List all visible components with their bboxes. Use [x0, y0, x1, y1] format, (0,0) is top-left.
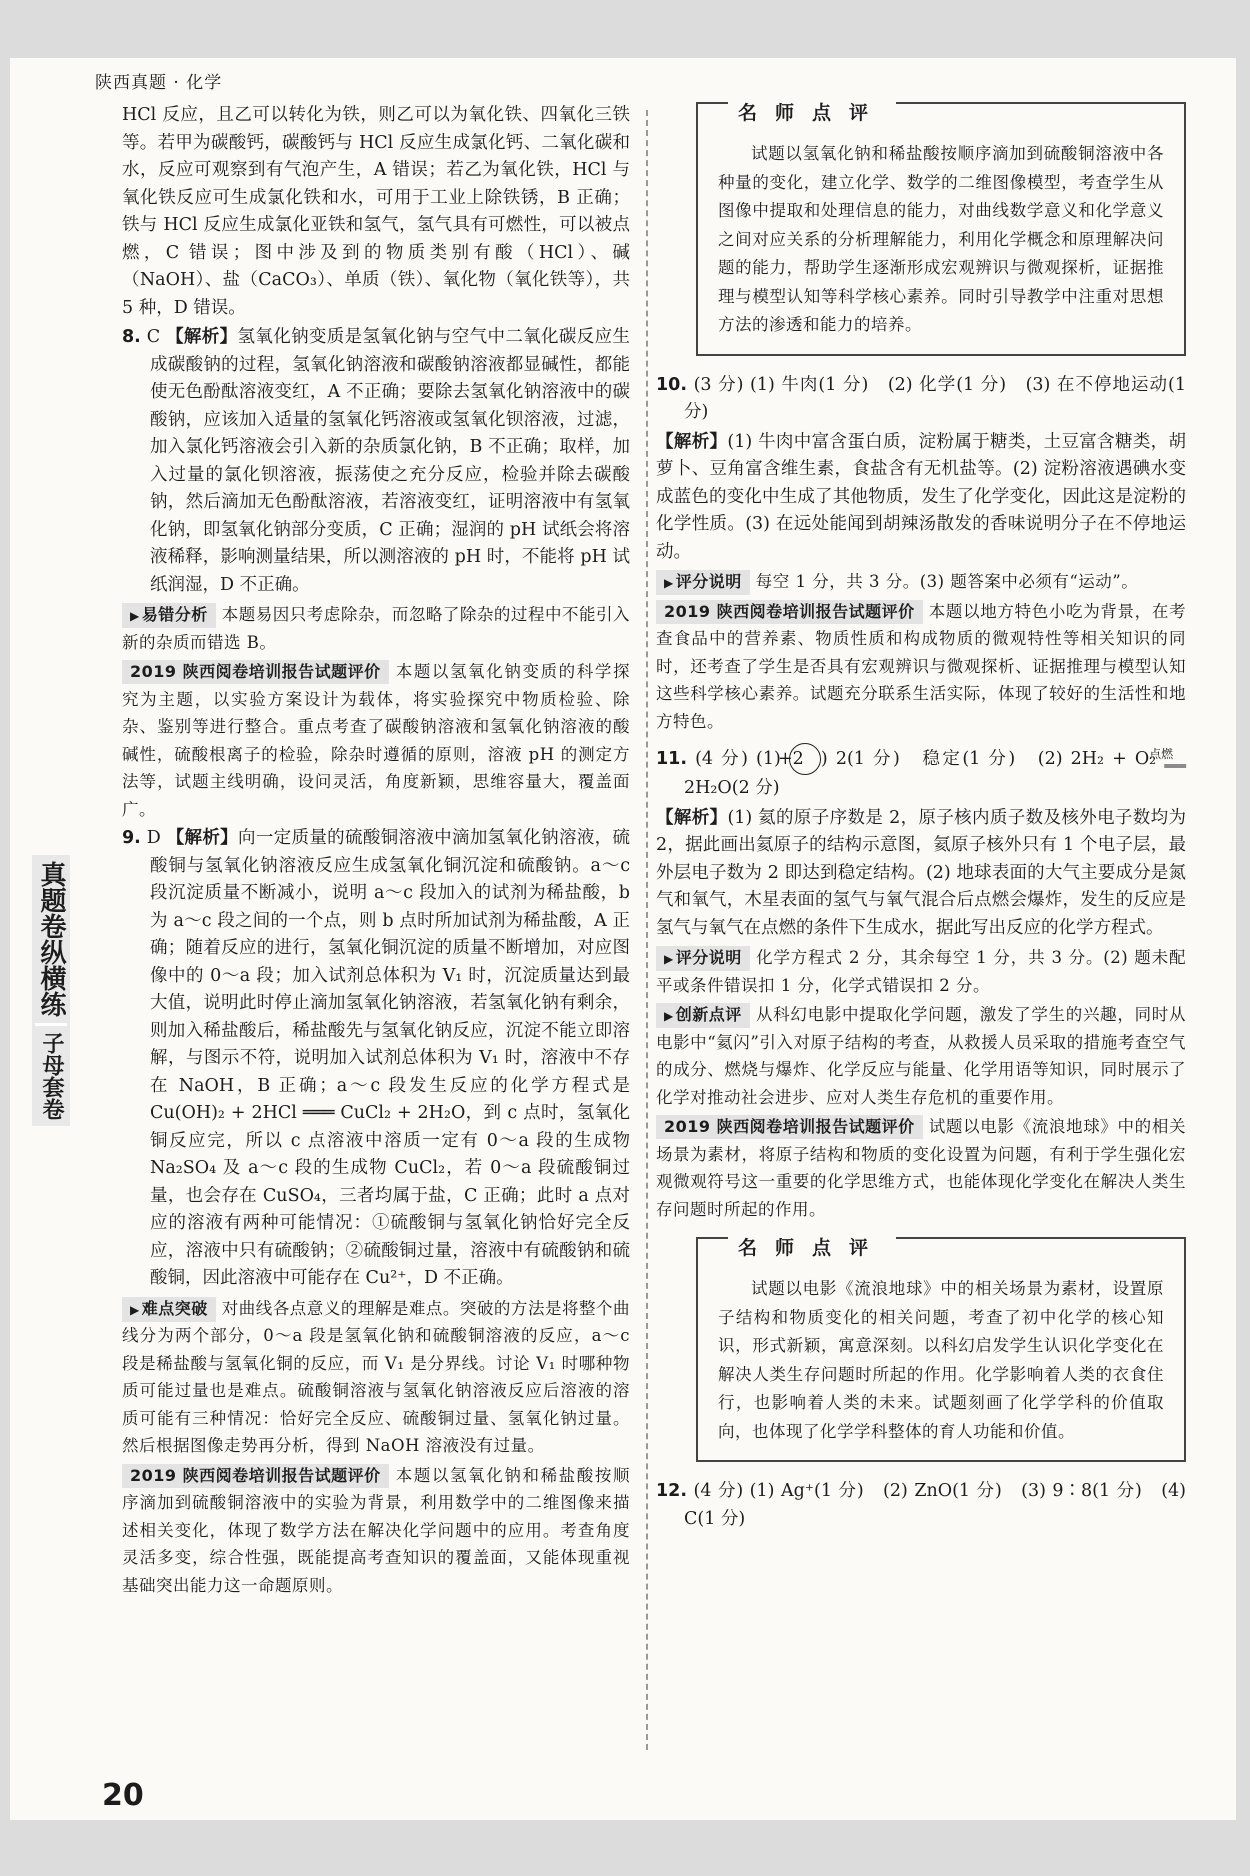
q11-number: 11. — [656, 749, 688, 769]
scoring-label: ▶ 评分说明 — [656, 570, 750, 595]
evaluation-label: 2019 陕西阅卷培训报告试题评价 — [122, 660, 389, 684]
top-band — [10, 28, 1236, 58]
q11-scoring — [656, 944, 1186, 999]
q8-number: 8. — [122, 327, 141, 347]
q8-error-analysis — [122, 601, 630, 656]
q8-evaluation — [122, 658, 630, 823]
teacher-comment-text: 试题以氢氧化钠和稀盐酸按顺序滴加到硫酸铜溶液中各种量的变化，建立化学、数学的二维图像模型，考查学生从图像中提取和处理信息的能力，对曲线数学意义和化学意义之间对应关系的分析理解能力，利用化学概念和原理解决问题的能力，帮助学生逐渐形成宏观辨识与微观探析，证据推理与模型认知等科学核心素养。同时引导教学中注重对思想方法的渗透和能力的培养。 — [718, 144, 1164, 334]
q8-analysis-text: 氢氧化钠变质是氢氧化钠与空气中二氧化碳反应生成碳酸钠的过程，氢氧化钠溶液和碳酸钠溶液都显碱性，都能使无色酚酞溶液变红，A 不正确；要除去氢氧化钠溶液中的碳酸钠，应该加入适量的氢氧化钙溶液或氢氧化钡溶液，过滤，加入氯化钙溶液会引入新的杂质氯化钠，B 不正确；取样，加入过量的氯化钡溶液，振荡使之充分反应，检验并除去碳酸钠，然后滴加无色酚酞溶液，若溶液变红，证明溶液中有氢氧化钠，即氢氧化钠部分变质，C 正确；湿润的 pH 试纸会将溶液稀释，影响测量结果，所以测溶液的 pH 时，不能将 pH 试纸润湿，D 不正确。 — [150, 327, 630, 595]
q11-analysis-text: (1) 氦的原子序数是 2，原子核内质子数及核外电子数均为 2，据此画出氦原子的结构示意图，氦原子核外只有 1 个电子层，最外层电子数为 2 即达到稳定结构。(2) 地球表面的大气主要成分是氮气和氧气，木星表面的氢气与氧气混合后点燃会爆炸，发生的反应是氢气与氧气在点燃的条件下生成水，据此写出反应的化学方程式。 — [656, 807, 1187, 938]
q11-evaluation — [656, 1113, 1186, 1223]
right-column — [656, 102, 1186, 1535]
q9-difficulty-text: 对曲线各点意义的理解是难点。突破的方法是将整个曲线分为两个部分，0～a 段是氢氧化钠和硫酸铜溶液的反应，a～c 段是稀盐酸与氢氧化铜的反应，而 V₁ 是分界线。讨论 V₁ 时哪种物质可能过量也是难点。硫酸铜溶液与氢氧化钠溶液反应后溶液的溶质可能有三种情况：恰好完全反应、硫酸铜过量、氢氧化钠过量。然后根据图像走势再分析，得到 NaOH 溶液没有过量。 — [122, 1298, 630, 1455]
error-analysis-label: ▶ 易错分析 — [122, 603, 216, 628]
evaluation-label: 2019 陕西阅卷培训报告试题评价 — [656, 600, 923, 624]
atom-shell-arc-icon: ) — [820, 749, 828, 769]
q11-evaluation-text: 试题以电影《流浪地球》中的相关场景为素材，将原子结构和物质的变化设置为问题，有利于学生强化宏观微观符号这一重要的化学思维方式，也能体现化学变化在解决人类生存问题时所起的作用。 — [656, 1117, 1186, 1219]
side-tab-subtitle: 子母套卷 — [39, 1032, 64, 1120]
column-divider — [646, 110, 648, 1750]
q10-analysis-text: (1) 牛肉中富含蛋白质，淀粉属于糖类，土豆富含糖类，胡萝卜、豆角富含维生素，食盐含有无机盐等。(2) 淀粉溶液遇碘水变成蓝色的变化中生成了其他物质，发生了化学变化，因此这是淀粉的化学性质。(3) 在远处能闻到胡辣汤散发的香味说明分子在不停地运动。 — [656, 431, 1187, 562]
q9-analysis-text: 向一定质量的硫酸铜溶液中滴加氢氧化钠溶液，硫酸铜与氢氧化钠溶液反应生成氢氧化铜沉淀和硫酸钠。a～c 段沉淀质量不断减小，说明 a～c 段加入的试剂为稀盐酸，b 为 a～c 段之间的一个点，则 b 点时所加试剂为稀盐酸，A 正确；随着反应的进行，氢氧化铜沉淀的质量不断增加，对应图像中的 0～a 段；加入试剂总体积为 V₁ 时，沉淀质量达到最大值，说明此时停止滴加氢氧化钠溶液，若氢氧化钠有剩余，则加入稀盐酸后，稀盐酸先与氢氧化钠反应，沉淀不能立即溶解，与图示不符，说明加入试剂总体积为 V₁ 时，溶液中不存在 NaOH，B 正确；a～c 段发生反应的化学方程式是 Cu(OH)₂ + 2HCl ═══ CuCl₂ + 2H₂O，到 c 点时，氢氧化铜反应完，所以 c 点溶液中溶质一定有 0～a 段的生成物 Na₂SO₄ 及 a～c 段的生成物 CuCl₂，若 0～a 段硫酸铜过量，也会存在 CuSO₄，三者均属于盐，C 正确；此时 a 点对应的溶液有两种可能情况：①硫酸铜与氢氧化钠恰好完全反应，溶液中只有硫酸钠；②硫酸铜过量，溶液中有硫酸钠和硫酸铜，因此溶液中可能存在 Cu²⁺，D 不正确。 — [150, 828, 631, 1288]
q12-number: 12. — [656, 1481, 688, 1501]
teacher-comment-title: 名师点评 — [728, 1235, 896, 1263]
evaluation-label: 2019 陕西阅卷培训报告试题评价 — [656, 1115, 923, 1139]
q10-scoring-text: 每空 1 分，共 3 分。(3) 题答案中必须有“运动”。 — [755, 572, 1139, 591]
reaction-arrow: 点燃 ═══ — [1149, 746, 1186, 773]
q9-difficulty — [122, 1295, 630, 1460]
teacher-comment-text: 试题以电影《流浪地球》中的相关场景为素材，设置原子结构和物质变化的相关问题，考查了初中化学的核心知识，形式新颖，寓意深刻。以科幻启发学生认识化学变化在解决人类生存问题时所起的作用。化学影响着人类的衣食住行，也影响着人类的未来。试题刻画了化学学科的价值取向，也体现了化学学科整体的育人功能和价值。 — [718, 1279, 1164, 1441]
q10-answer: (3 分) (1) 牛肉(1 分) (2) 化学(1 分) (3) 在不停地运动(1 分) — [684, 374, 1186, 422]
question-11 — [656, 743, 1186, 803]
side-tab — [32, 855, 70, 1126]
q10-evaluation — [656, 598, 1186, 736]
innovation-label: ▶ 创新点评 — [656, 1003, 750, 1028]
page-number: 20 — [102, 1778, 144, 1813]
q11-analysis-label: 【解析】 — [656, 807, 728, 828]
reaction-condition: 点燃 — [1149, 746, 1174, 761]
q9-evaluation-text: 本题以氢氧化钠和稀盐酸按顺序滴加到硫酸铜溶液中的实验为背景，利用数学中的二维图像来描述相关变化，体现了数学方法在解决化学问题中的应用。考查角度灵活多变，综合性强，既能提高考查知识的覆盖面，又能体现重视基础突出能力这一命题原则。 — [122, 1465, 630, 1595]
q9-answer: D — [146, 828, 161, 848]
q12-answer: (4 分) (1) Ag⁺(1 分) (2) ZnO(1 分) (3) 9∶8(1 分) (4) C(1 分) — [684, 1481, 1186, 1529]
triangle-icon: ▶ — [664, 1009, 674, 1023]
teacher-comment-box-2 — [696, 1237, 1186, 1462]
q11-answer-part-c: 2H₂O(2 分) — [684, 778, 780, 798]
q11-scoring-text: 化学方程式 2 分，其余每空 1 分，共 3 分。(2) 题未配平或条件错误扣 1 分，化学式错误扣 2 分。 — [656, 948, 1186, 995]
evaluation-label: 2019 陕西阅卷培训报告试题评价 — [122, 1464, 389, 1488]
question-10 — [656, 372, 1186, 427]
q10-analysis-label: 【解析】 — [656, 431, 728, 452]
q10-number: 10. — [656, 374, 688, 395]
question-8 — [122, 324, 630, 599]
q8-evaluation-text: 本题以氢氧化钠变质的科学探究为主题，以实验方案设计为载体，将实验探究中物质检验、除杂、鉴别等进行整合。重点考查了碳酸钠溶液和氢氧化钠溶液的酸碱性，硫酸根离子的检验，除杂时遵循的原则，溶液 pH 的测定方法等，试题主线明确，设问灵活，角度新颖，思维容量大，覆盖面广。 — [122, 662, 630, 819]
q8-error-text: 本题易因只考虑除杂，而忽略了除杂的过程中不能引入新的杂质而错选 B。 — [122, 605, 630, 652]
question-12 — [656, 1478, 1186, 1533]
left-column — [122, 102, 630, 1601]
triangle-icon: ▶ — [664, 576, 674, 590]
q10-scoring — [656, 568, 1186, 596]
q8-answer: C — [146, 327, 161, 347]
bottom-band — [10, 1820, 1236, 1848]
triangle-icon: ▶ — [130, 1302, 140, 1317]
question-9 — [122, 825, 630, 1293]
q11-innovation-text: 从科幻电影中提取化学问题，激发了学生的兴趣，同时从电影中“氦闪”引入对原子结构的考查，从救援人员采取的措施考查空气的成分、燃烧与爆炸、化学反应与能量、化学用语等知识，同时展示了化学对推动社会进步、应对人类生存危机的重要作用。 — [656, 1005, 1186, 1107]
atom-structure-nucleus-icon: +2 — [789, 743, 821, 775]
intro-paragraph: HCl 反应，且乙可以转化为铁，则乙可以为氧化铁、四氧化三铁等。若甲为碳酸钙，碳酸钙与 HCl 反应生成氯化钙、二氧化碳和水，反应可观察到有气泡产生，A 错误；若乙为氧化铁，HCl 与氧化铁反应可生成氯化铁和水，可用于工业上除铁锈，B 正确；铁与 HCl 反应生成氯化亚铁和氢气，氢气具有可燃性，可以被点燃，C 错误；图中涉及到的物质类别有酸（HCl）、碱（NaOH）、盐（CaCO₃）、单质（铁）、氧化物（氧化铁等），共 5 种，D 错误。 — [122, 105, 630, 318]
q10-evaluation-text: 本题以地方特色小吃为背景，在考查食品中的营养素、物质性质和构成物质的微观特性等相关知识的同时，还考查了学生是否具有宏观辨识与微观探析、证据推理与模型认知这些科学核心素养。试题充分联系生活实际，体现了较好的生活性和地方特色。 — [656, 601, 1186, 731]
q11-answer-part-b: 2(1 分) 稳定(1 分) (2) 2H₂ + O₂ — [835, 749, 1157, 769]
q11-answer-part-a: (4 分) (1) — [695, 749, 781, 769]
side-tab-title: 真题卷纵横练 — [35, 855, 67, 1026]
teacher-comment-title: 名师点评 — [728, 100, 896, 128]
page-header: 陕西真题 · 化学 — [95, 73, 223, 93]
teacher-comment-box-1 — [696, 102, 1186, 356]
difficulty-label: ▶ 难点突破 — [122, 1297, 216, 1322]
triangle-icon: ▶ — [664, 952, 674, 966]
scoring-label: ▶ 评分说明 — [656, 946, 750, 971]
triangle-icon: ▶ — [130, 609, 140, 623]
q9-evaluation — [122, 1462, 630, 1600]
q10-analysis — [656, 429, 1186, 567]
q9-number: 9. — [122, 828, 141, 848]
q11-innovation — [656, 1001, 1186, 1111]
q9-analysis-label: 【解析】 — [166, 828, 239, 848]
q11-analysis — [656, 805, 1186, 943]
q8-analysis-label: 【解析】 — [166, 327, 238, 347]
